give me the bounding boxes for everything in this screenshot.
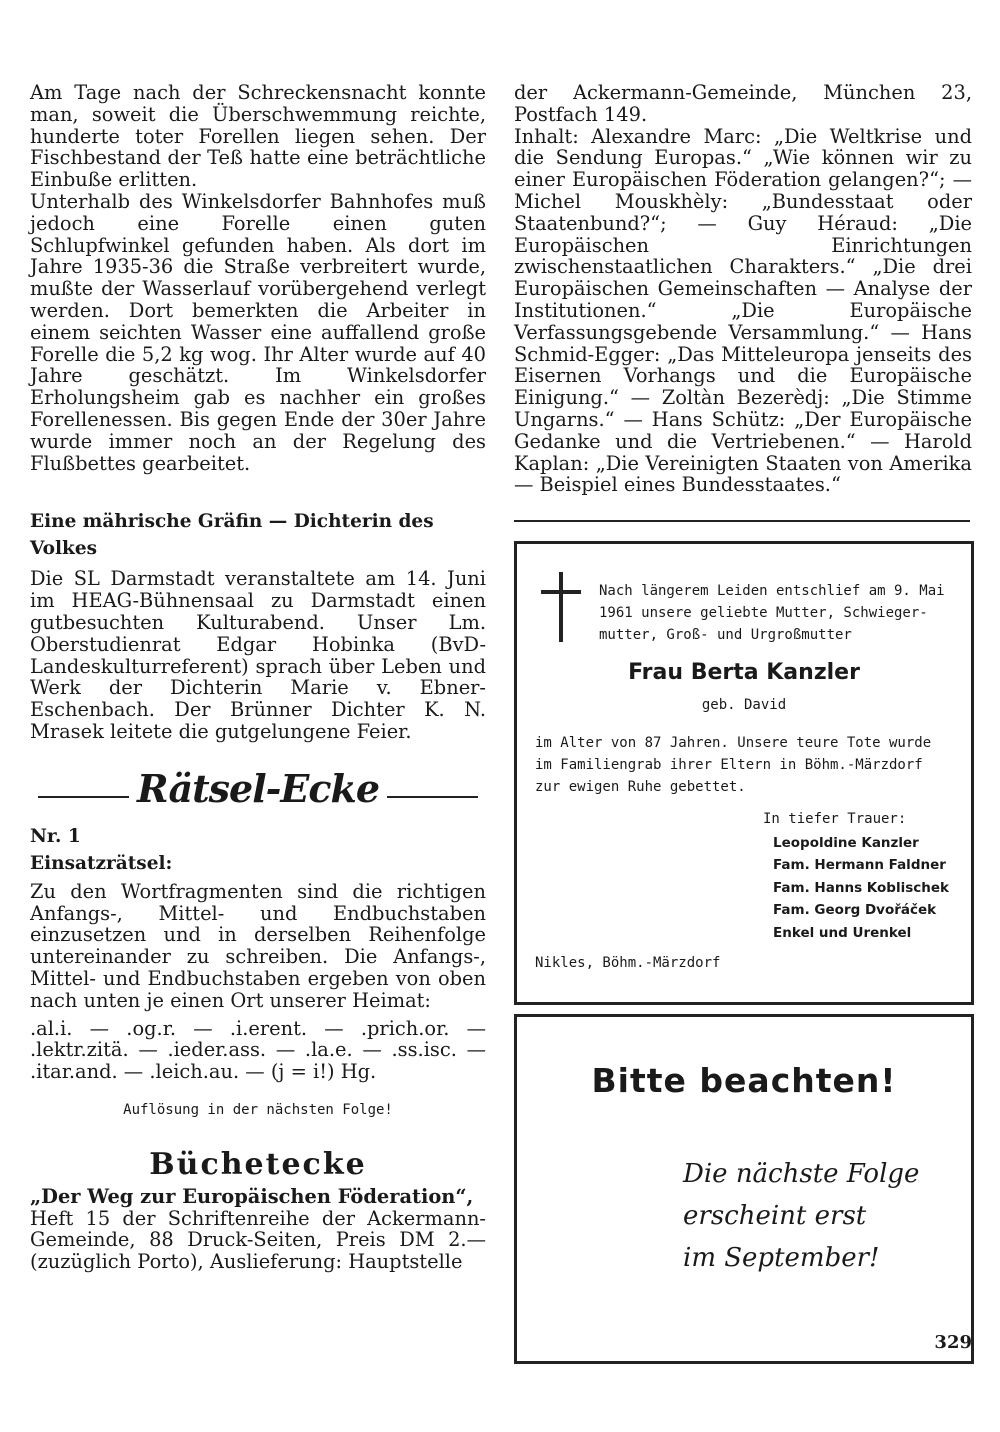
obituary-detail-line: im Familiengrab ihrer Eltern in Böhm.-Märzdorf — [535, 757, 923, 773]
obituary-detail-line: zur ewigen Ruhe gebettet. — [535, 779, 746, 795]
book-title: „Der Weg zur Europäischen Föderation“, — [30, 1184, 474, 1208]
buecher-title: Büchetecke — [149, 1146, 367, 1182]
obituary-intro-line: mutter, Groß- und Urgroßmutter — [599, 627, 852, 643]
obituary-intro-line: Nach längerem Leiden entschlief am 9. Mai — [599, 583, 945, 599]
book-text: Heft 15 der Schriftenreihe der Ackermann-Gemeinde, 88 Druck-Seiten, Preis DM 2.— (zuzüglich Porto), Auslieferung: Hauptstelle — [30, 1206, 486, 1274]
solution-note: Auflösung in der nächsten Folge! — [123, 1101, 393, 1118]
obituary-box — [514, 541, 974, 1005]
heading-rule-right — [387, 796, 478, 798]
mourners-list — [773, 832, 949, 944]
obituary-details — [535, 732, 965, 798]
notice-line: erscheint erst — [683, 1201, 867, 1231]
heading-rule-left — [38, 796, 129, 798]
right-paragraph-1: der Ackermann-Gemeinde, München 23, Postfach 149. — [514, 81, 972, 126]
mourner: Fam. Hermann Faldner — [773, 857, 946, 874]
fragment-line-1: .al.i. — .og.r. — .i.erent. — .prich.or. — — [30, 1016, 486, 1040]
puzzle-text: Zu den Wortfragmenten sind die richtigen Anfangs-, Mittel- und Endbuchstaben einzusetzen und in derselben Reihenfolge untereinander zu schreiben. Die Anfangs-, Mittel- und Endbuchstaben ergeben von oben nach unten je einen Ort unserer Heimat: — [30, 879, 486, 1012]
article-paragraph-2: Unterhalb des Winkelsdorfer Bahnhofes muß jedoch eine Forelle einen guten Schlupfwinkel gefunden haben. Als dort im Jahre 1935-36 die Straße verbreitert wurde, mußte der Wasserlauf vorübergehend verlegt werden. Dort bemerkten die Arbeiter in einem seichten Wasser eine auffallend große Forelle die 5,2 kg wog. Ihr Alter wurde auf 40 Jahre geschätzt. Im Winkelsdorfer Erholungsheim gab es nachher ein großes Forellenessen. Bis gegen Ende der 30er Jahre wurde immer noch an der Regelung des Flußbettes gearbeitet. — [30, 189, 486, 475]
mourning-label: In tiefer Trauer: — [763, 811, 907, 827]
left-column — [30, 82, 486, 1273]
notice-line: im September! — [683, 1243, 880, 1273]
notice-text — [683, 1153, 919, 1279]
puzzle-type: Einsatzrätsel: — [30, 852, 173, 874]
mourner: Enkel und Urenkel — [773, 924, 912, 941]
obituary-detail-line: im Alter von 87 Jahren. Unsere teure Tote wurde — [535, 735, 932, 751]
raetsel-heading — [30, 765, 486, 813]
obituary-place: Nikles, Böhm.-Märzdorf — [535, 955, 721, 971]
mourner: Leopoldine Kanzler — [773, 835, 919, 851]
mourner: Fam. Hanns Koblischek — [773, 879, 950, 896]
notice-title: Bitte beachten! — [591, 1061, 897, 1100]
page-number: 329 — [934, 1332, 972, 1353]
deceased-name: Frau Berta Kanzler — [628, 660, 860, 685]
cross-icon — [541, 572, 581, 642]
right-paragraph-2: Inhalt: Alexandre Marc: „Die Weltkrise und die Sendung Europas.“ „Wie können wir zu einer Europäischen Föderation gelangen?“; — Michel Mouskhèly: „Bundesstaat oder Staatenbund?“; — Guy Héraud: „Die Europäischen Einrichtungen zwischenstaatlichen Charakters.“ „Die drei Europäischen Gemeinschaften — Analyse der Institutionen.“ „Die Europäische Verfassungsgebende Versammlung.“ — Hans Schmid-Egger: „Das Mitteleuropa jenseits des Eisernen Vorhangs und die Europäische Einigung.“ — Zoltàn Bezerèdj: „Die Stimme Ungarns.“ — Hans Schütz: „Der Europäische Gedanke und die Vertriebenen.“ — Harold Kaplan: „Die Vereinigten Staaten von Amerika — Beispiel eines Bundesstaates.“ — [514, 124, 972, 497]
maiden-name: geb. David — [701, 697, 787, 713]
obituary-intro — [599, 580, 959, 646]
obituary-intro-line: 1961 unsere geliebte Mutter, Schwieger- — [599, 605, 928, 621]
fragment-line-3: .itar.and. — .leich.au. — (j = i!) Hg. — [30, 1060, 377, 1084]
fragment-line-2: .lektr.zitä. — .ieder.ass. — .la.e. — .ss.isc. — — [30, 1038, 486, 1062]
article-paragraph-3: Die SL Darmstadt veranstaltete am 14. Juni im HEAG-Bühnensaal zu Darmstadt einen gutbesuchten Kulturabend. Unser Lm. Oberstudienrat Edgar Hobinka (BvD-Landeskulturreferent) sprach über Leben und Werk der Dichterin Marie v. Ebner-Eschenbach. Der Brünner Dichter K. N. Mrasek leitete die gutgelungene Feier. — [30, 567, 486, 743]
column-separator-rule — [514, 520, 970, 526]
raetsel-title: Rätsel-Ecke — [137, 766, 380, 812]
notice-box — [514, 1014, 974, 1364]
puzzle-number: Nr. 1 — [30, 825, 81, 847]
notice-line: Die nächste Folge — [683, 1159, 920, 1189]
mourner: Fam. Georg Dvořáček — [773, 902, 937, 919]
section-heading: Eine mährische Gräfin — Dichterin des Volkes — [30, 511, 434, 560]
right-column — [514, 82, 972, 496]
article-paragraph-1: Am Tage nach der Schreckensnacht konnte man, soweit die Überschwemmung reichte, hunderte toter Forellen liegen sehen. Der Fischbestand der Teß hatte eine beträchtliche Einbuße erlitten. — [30, 81, 486, 192]
